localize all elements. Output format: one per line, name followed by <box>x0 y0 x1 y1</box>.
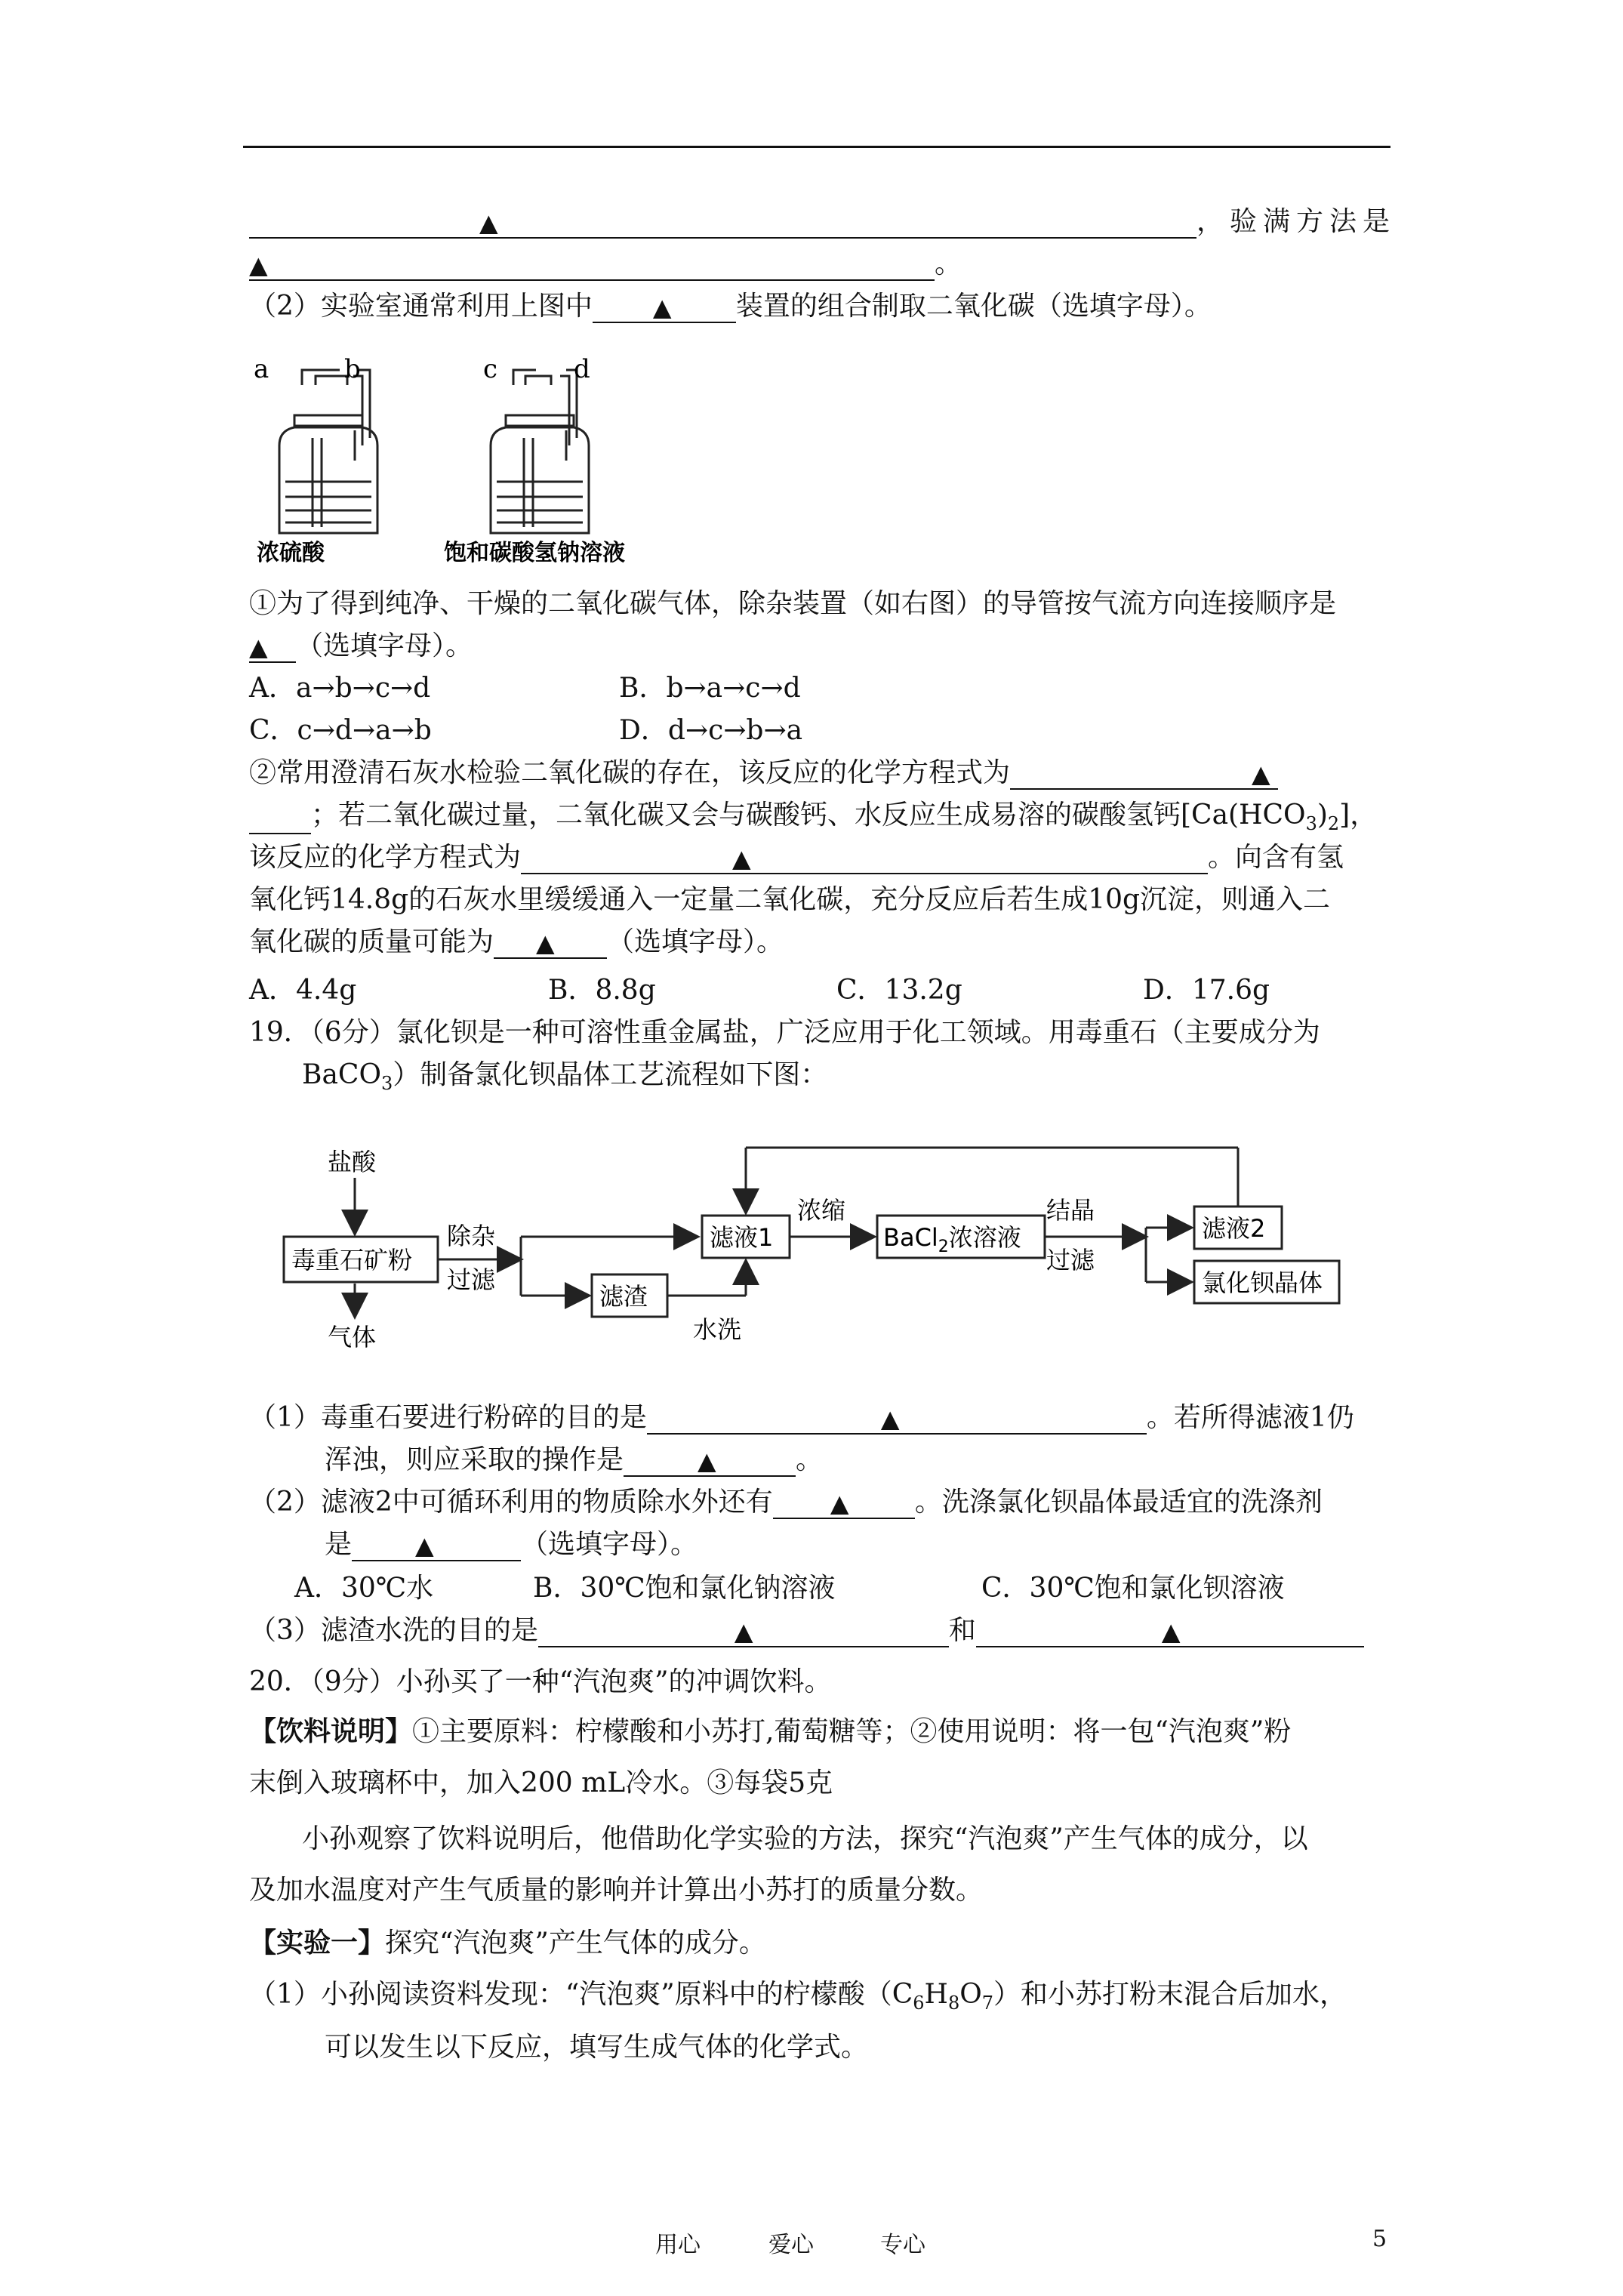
answer-marker: ▲ <box>1161 1617 1181 1646</box>
ore-box-label: 毒重石矿粉 <box>291 1246 413 1274</box>
header-rule <box>243 146 1390 148</box>
q18-part2: （2）实验室通常利用上图中 ▲ 装置的组合制取二氧化碳（选填字母）。 <box>249 291 1212 322</box>
q18-s2-line5: 氧化碳的质量可能为 ▲ （选填字母）。 <box>249 926 784 957</box>
q20-line1: 20．（9分）小孙买了一种“汽泡爽”的冲调饮料。 <box>249 1666 832 1697</box>
answer-blank[interactable] <box>249 804 311 834</box>
crystallize-label: 结晶 <box>1046 1196 1095 1225</box>
answer-blank[interactable] <box>249 633 296 663</box>
q20-exp1-heading: 【实验一】探究“汽泡爽”产生气体的成分。 <box>249 1928 766 1959</box>
answer-blank[interactable] <box>593 293 736 323</box>
q20-desc-line1: 【饮料说明】①主要原料：柠檬酸和小苏打,葡萄糖等；②使用说明：将一包“汽泡爽”粉 <box>249 1716 1292 1747</box>
washing-option-a[interactable]: A．30℃水 <box>294 1573 434 1604</box>
q18-line2: ▲ 。 <box>249 248 962 279</box>
answer-blank[interactable] <box>249 208 1196 239</box>
answer-blank[interactable] <box>538 1617 949 1647</box>
option-b[interactable]: B．b→a→c→d <box>619 673 801 704</box>
q20-p1-line2: 可以发生以下反应，填写生成气体的化学式。 <box>325 2032 869 2063</box>
bacl2-box-label: BaCl$_2$浓溶液 <box>883 1223 1021 1256</box>
answer-marker: ▲ <box>732 844 751 873</box>
washing-option-b[interactable]: B．30℃饱和氯化钠溶液 <box>533 1573 836 1604</box>
q20-para-line1: 小孙观察了饮料说明后，他借助化学实验的方法，探究“汽泡爽”产生气体的成分，以 <box>302 1823 1308 1854</box>
filtrate2-box-label: 滤液2 <box>1202 1214 1266 1243</box>
answer-blank[interactable] <box>352 1531 521 1561</box>
q18-s2-line1: ②常用澄清石灰水检验二氧化碳的存在，该反应的化学方程式为 ▲ <box>249 757 1278 790</box>
bottle-right-label: 饱和碳酸氢钠溶液 <box>444 540 625 566</box>
answer-blank[interactable] <box>249 251 935 281</box>
port-b-label: b <box>344 355 361 384</box>
answer-marker: ▲ <box>652 293 672 322</box>
step-remove-impurity: 除杂 <box>447 1222 496 1250</box>
footer-word-3: 专心 <box>880 2232 925 2258</box>
residue-box-label: 滤渣 <box>599 1282 648 1311</box>
answer-marker: ▲ <box>734 1617 753 1646</box>
answer-marker: ▲ <box>415 1531 434 1560</box>
q20-p1-line1: （1）小孙阅读资料发现：“汽泡爽”原料中的柠檬酸$(C_6H_8O_7)$和小苏打粉末混合后加水， <box>249 1979 1347 2014</box>
answer-marker: ▲ <box>249 633 268 661</box>
answer-marker: ▲ <box>830 1489 849 1518</box>
q18-s1-line2: ▲ （选填字母）。 <box>249 630 473 661</box>
answer-blank[interactable] <box>976 1617 1364 1647</box>
port-c-label: c <box>483 355 498 384</box>
option-d[interactable]: D．d→c→b→a <box>619 715 803 746</box>
answer-blank[interactable] <box>647 1404 1147 1435</box>
filtrate1-box-label: 滤液1 <box>710 1223 774 1252</box>
q18-s2-line3: 该反应的化学方程式为 ▲ 。向含有氢 <box>249 842 1344 873</box>
q19-line1: 19．（6分）氯化钡是一种可溶性重金属盐，广泛应用于化工领域。用毒重石（主要成分为 <box>249 1017 1320 1048</box>
hcl-label: 盐酸 <box>328 1148 377 1176</box>
mass-option-b[interactable]: B．8.8g <box>548 975 656 1006</box>
gas-label: 气体 <box>328 1323 377 1351</box>
answer-blank[interactable] <box>494 929 607 959</box>
q20-desc-line2: 末倒入玻璃杯中，加入200 mL冷水。③每袋5克 <box>249 1767 833 1798</box>
q18-s2-line2: ；若二氧化碳过量，二氧化碳又会与碳酸钙、水反应生成易溶的碳酸氢钙$[Ca(HCO_3)_2]$， <box>249 799 1377 832</box>
page-number: 5 <box>1372 2226 1387 2252</box>
footer-word-1: 用心 <box>655 2232 701 2258</box>
q18-s1-line1: ①为了得到纯净、干燥的二氧化碳气体，除杂装置（如右图）的导管按气流方向连接顺序是 <box>249 588 1337 619</box>
q19-p1-line2: 浑浊，则应采取的操作是 ▲ 。 <box>325 1444 824 1475</box>
bottle-left <box>279 370 377 533</box>
answer-marker: ▲ <box>880 1404 900 1433</box>
crystal-box-label: 氯化钡晶体 <box>1202 1268 1323 1297</box>
port-a-label: a <box>254 355 269 384</box>
bottle-right <box>491 370 589 533</box>
q18-line1: ▲ ，验满方法是 <box>249 205 1396 239</box>
answer-blank[interactable] <box>773 1489 915 1519</box>
option-c[interactable]: C．c→d→a→b <box>249 715 432 746</box>
step-filter-1: 过滤 <box>447 1265 496 1294</box>
answer-marker: ▲ <box>249 251 268 279</box>
process-flowchart <box>279 1140 1351 1359</box>
mass-option-a[interactable]: A．4.4g <box>249 975 357 1006</box>
answer-blank[interactable] <box>1010 760 1278 790</box>
wash-label: 水洗 <box>693 1315 742 1344</box>
answer-blank[interactable] <box>624 1447 796 1477</box>
mass-option-d[interactable]: D．17.6g <box>1143 975 1270 1006</box>
q19-p2-line1: （2）滤液2中可循环利用的物质除水外还有 ▲ 。洗涤氯化钡晶体最适宜的洗涤剂 <box>249 1487 1323 1518</box>
step-filter-2: 过滤 <box>1046 1246 1095 1274</box>
option-a[interactable]: A．a→b→c→d <box>249 673 431 704</box>
q20-para-line2: 及加水温度对产生气质量的影响并计算出小苏打的质量分数。 <box>249 1875 984 1906</box>
answer-marker: ▲ <box>698 1447 716 1475</box>
mass-option-c[interactable]: C．13.2g <box>836 975 962 1006</box>
q19-p1-line1: （1）毒重石要进行粉碎的目的是 ▲ 。若所得滤液1仍 <box>249 1402 1354 1433</box>
answer-blank[interactable] <box>521 844 1208 874</box>
footer-word-2: 爱心 <box>768 2232 814 2258</box>
answer-marker: ▲ <box>1252 760 1270 788</box>
q19-line2: BaCO$_3$）制备氯化钡晶体工艺流程如下图： <box>302 1059 828 1094</box>
answer-marker: ▲ <box>479 208 498 237</box>
concentrate-label: 浓缩 <box>797 1196 846 1225</box>
bottle-left-label: 浓硫酸 <box>257 540 325 566</box>
q19-p2-line2: 是 ▲ （选填字母）。 <box>325 1529 698 1560</box>
wash-bottles-figure <box>249 355 642 566</box>
q19-p3-line: （3）滤渣水洗的目的是 ▲ 和 ▲ <box>249 1614 1364 1647</box>
port-d-label: d <box>574 355 590 384</box>
washing-option-c[interactable]: C．30℃饱和氯化钡溶液 <box>981 1573 1285 1604</box>
q18-s2-line4: 氧化钙14.8g的石灰水里缓缓通入一定量二氧化碳，充分反应后若生成10g沉淀，则通入二 <box>249 884 1331 915</box>
answer-marker: ▲ <box>536 929 555 957</box>
